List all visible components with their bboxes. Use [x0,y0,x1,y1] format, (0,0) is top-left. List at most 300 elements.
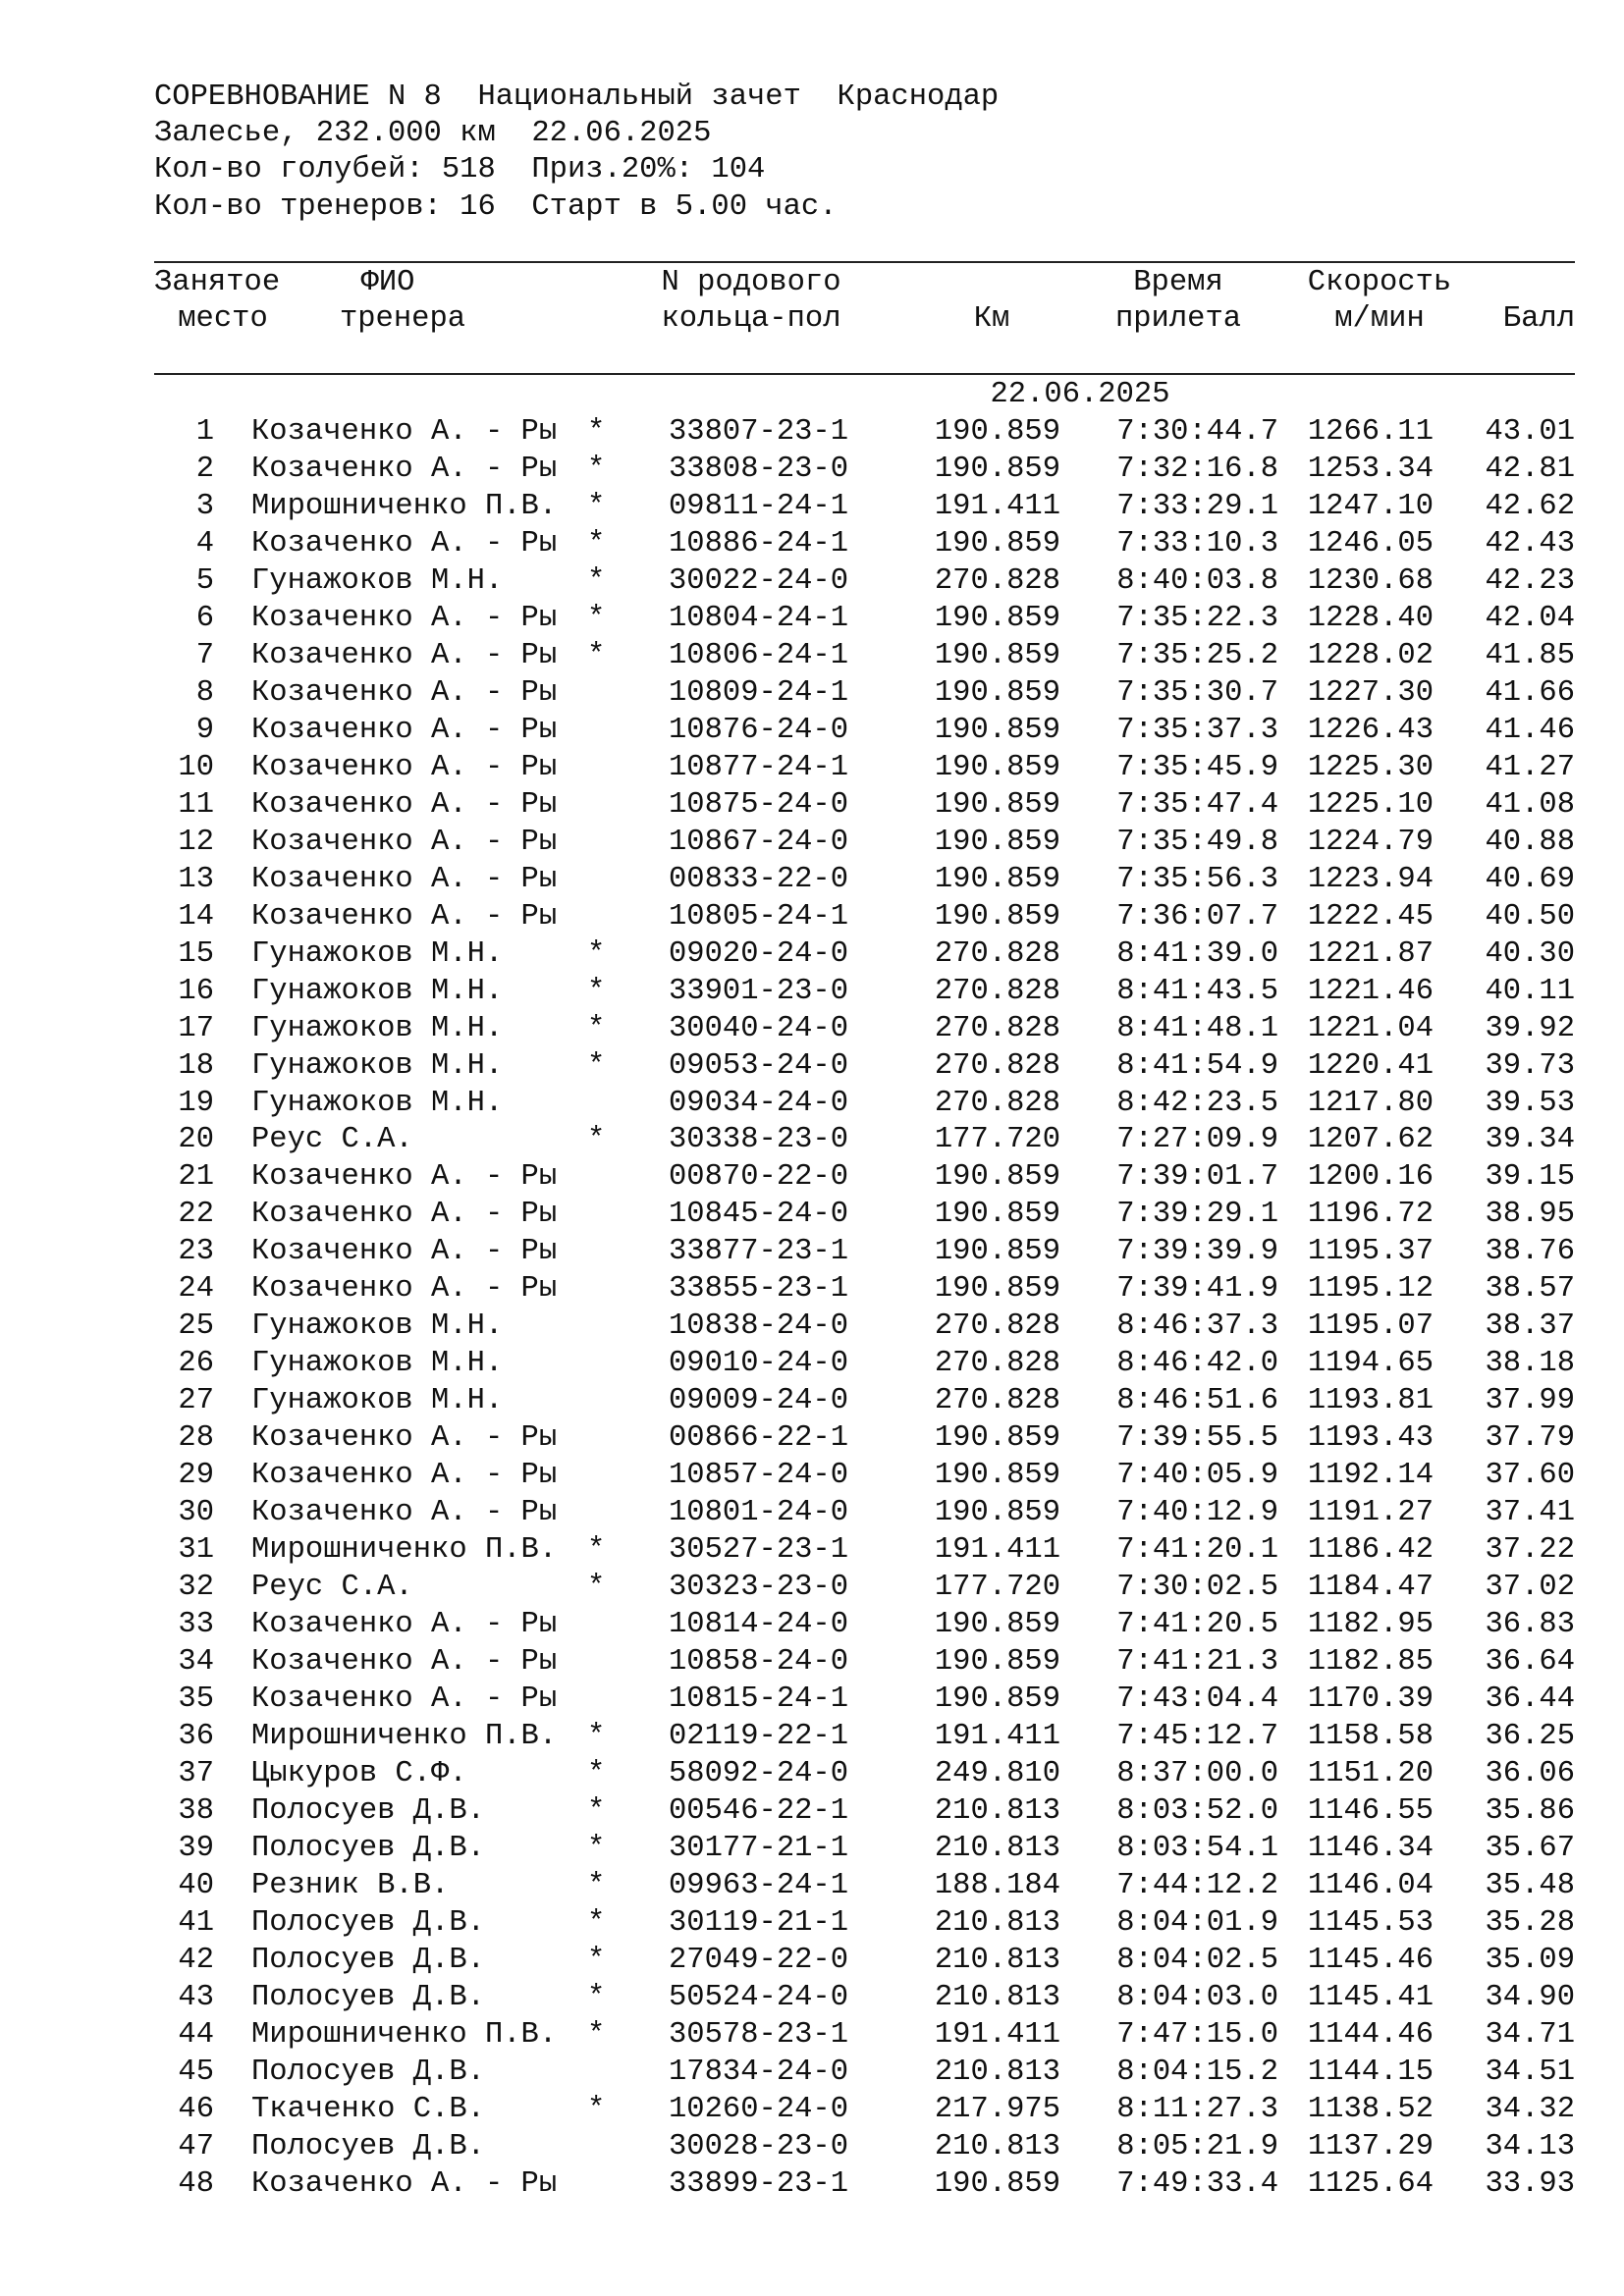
cell-ball: 42.04 [1485,601,1575,635]
cell-name: Козаченко А. - Ры [251,415,558,449]
cell-name: Козаченко А. - Ры [251,526,558,561]
cell-ball: 36.64 [1485,1645,1575,1679]
cell-km: 190.859 [934,899,1060,934]
cell-name: Полосуев Д.В. [251,1980,485,2014]
cell-name: Гунажоков М.Н. [251,1384,504,1418]
cell-time: 7:39:41.9 [1116,1272,1278,1307]
cell-ball: 36.83 [1485,1608,1575,1641]
cell-ring: 30578-23-1 [669,2017,849,2052]
cell-place: 43 [178,1980,214,2014]
cell-speed: 1195.37 [1307,1235,1434,1269]
cell-place: 48 [178,2166,214,2201]
cell-time: 8:41:39.0 [1116,936,1278,971]
cell-name: Козаченко А. - Ры [251,1421,558,1456]
cell-speed: 1144.46 [1307,2017,1434,2052]
cell-ball: 41.66 [1485,675,1575,710]
cell-place: 2 [195,453,214,486]
cell-speed: 1226.43 [1307,713,1434,747]
cell-speed: 1146.55 [1307,1793,1434,1828]
cell-name: Полосуев Д.В. [251,1905,485,1940]
cell-ring: 10809-24-1 [669,675,849,710]
cell-ring: 10877-24-1 [669,750,849,784]
cell-speed: 1225.30 [1307,750,1434,784]
cell-speed: 1222.45 [1307,899,1434,934]
cell-ball: 41.85 [1485,638,1575,672]
cell-name: Полосуев Д.В. [251,2055,485,2089]
cell-ball: 42.23 [1485,563,1575,598]
cell-place: 16 [178,974,214,1008]
col-speed-line1: Скорость [1307,266,1452,299]
cell-ring: 10260-24-0 [669,2092,849,2126]
cell-ring: 09020-24-0 [669,936,849,971]
cell-speed: 1221.04 [1307,1011,1434,1045]
cell-km: 190.859 [934,787,1060,822]
cell-ring: 09963-24-1 [669,1868,849,1902]
cell-time: 7:40:05.9 [1116,1459,1278,1493]
cell-ring: 09034-24-0 [669,1086,849,1120]
cell-ball: 40.69 [1485,862,1575,896]
cell-ball: 41.08 [1485,787,1575,822]
cell-speed: 1193.81 [1307,1384,1434,1418]
cell-ball: 37.41 [1485,1496,1575,1530]
cell-time: 8:03:52.0 [1116,1793,1278,1828]
cell-place: 5 [195,563,214,598]
cell-ring: 33899-23-1 [669,2166,849,2201]
cell-name: Гунажоков М.Н. [251,1011,504,1045]
cell-name: Козаченко А. - Ры [251,601,558,635]
cell-km: 190.859 [934,1160,1060,1195]
cell-ring: 10805-24-1 [669,899,849,934]
cell-place: 37 [178,1756,214,1790]
trainer-count: Кол-во тренеров: 16 Старт в 5.00 час. [154,190,838,224]
cell-time: 7:45:12.7 [1116,1720,1278,1753]
cell-ball: 33.93 [1485,2166,1575,2201]
cell-ball: 37.02 [1485,1571,1575,1605]
cell-star: * [587,415,606,449]
cell-name: Козаченко А. - Ры [251,1496,558,1530]
cell-km: 190.859 [934,2166,1060,2201]
cell-place: 27 [178,1384,214,1418]
cell-ring: 00870-22-0 [669,1160,849,1195]
cell-km: 177.720 [934,1571,1060,1605]
cell-name: Мирошниченко П.В. [251,1720,558,1753]
col-ring-line2: кольца-пол [661,302,841,336]
cell-ring: 30119-21-1 [669,1905,849,1940]
cell-star: * [587,563,606,598]
cell-time: 7:44:12.2 [1116,1868,1278,1902]
cell-time: 7:35:47.4 [1116,787,1278,822]
cell-place: 30 [178,1496,214,1530]
cell-ring: 10815-24-1 [669,1682,849,1716]
cell-ball: 39.15 [1485,1160,1575,1195]
pigeon-count: Кол-во голубей: 518 Приз.20%: 104 [154,153,766,187]
cell-speed: 1182.95 [1307,1608,1434,1641]
cell-km: 270.828 [934,974,1060,1008]
cell-km: 210.813 [934,1980,1060,2014]
cell-ball: 39.73 [1485,1048,1575,1083]
cell-star: * [587,1831,606,1865]
cell-place: 35 [178,1682,214,1716]
cell-star: * [587,936,606,971]
cell-place: 44 [178,2017,214,2052]
cell-km: 210.813 [934,2055,1060,2089]
cell-ring: 00833-22-0 [669,862,849,896]
cell-place: 18 [178,1048,214,1083]
cell-speed: 1228.40 [1307,601,1434,635]
cell-ball: 40.50 [1485,899,1575,934]
cell-star: * [587,489,606,523]
cell-place: 36 [178,1720,214,1753]
cell-ball: 37.22 [1485,1533,1575,1568]
cell-time: 7:33:29.1 [1116,489,1278,523]
cell-place: 22 [178,1198,214,1232]
cell-km: 270.828 [934,563,1060,598]
cell-time: 7:35:45.9 [1116,750,1278,784]
cell-name: Гунажоков М.Н. [251,1086,504,1120]
cell-speed: 1184.47 [1307,1571,1434,1605]
cell-speed: 1151.20 [1307,1756,1434,1790]
cell-speed: 1230.68 [1307,563,1434,598]
cell-km: 270.828 [934,1384,1060,1418]
col-ring-line1: N родового [661,266,841,299]
cell-ball: 42.43 [1485,526,1575,561]
cell-name: Мирошниченко П.В. [251,1533,558,1568]
cell-speed: 1170.39 [1307,1682,1434,1716]
cell-time: 7:39:55.5 [1116,1421,1278,1456]
cell-ball: 40.11 [1485,974,1575,1008]
cell-speed: 1221.46 [1307,974,1434,1008]
cell-time: 8:41:54.9 [1116,1048,1278,1083]
cell-star: * [587,1720,606,1753]
cell-ball: 35.09 [1485,1943,1575,1977]
cell-place: 38 [178,1793,214,1828]
cell-place: 25 [178,1309,214,1344]
cell-name: Козаченко А. - Ры [251,1160,558,1195]
cell-time: 8:03:54.1 [1116,1831,1278,1865]
cell-place: 39 [178,1831,214,1865]
cell-ring: 10806-24-1 [669,638,849,672]
cell-ball: 39.53 [1485,1086,1575,1120]
cell-ball: 41.46 [1485,713,1575,747]
cell-speed: 1194.65 [1307,1347,1434,1381]
cell-ball: 35.67 [1485,1831,1575,1865]
cell-place: 4 [195,526,214,561]
cell-speed: 1200.16 [1307,1160,1434,1195]
cell-ring: 30527-23-1 [669,1533,849,1568]
cell-km: 190.859 [934,1235,1060,1269]
cell-place: 12 [178,825,214,859]
cell-km: 270.828 [934,1048,1060,1083]
cell-name: Реус С.А. [251,1123,413,1157]
cell-star: * [587,526,606,561]
cell-ring: 33877-23-1 [669,1235,849,1269]
cell-km: 190.859 [934,601,1060,635]
cell-km: 190.859 [934,675,1060,710]
cell-time: 7:41:21.3 [1116,1645,1278,1679]
cell-time: 7:35:49.8 [1116,825,1278,859]
cell-star: * [587,638,606,672]
cell-place: 8 [195,675,214,710]
cell-ring: 30022-24-0 [669,563,849,598]
cell-time: 7:35:30.7 [1116,675,1278,710]
cell-km: 177.720 [934,1123,1060,1157]
cell-ball: 35.48 [1485,1868,1575,1902]
cell-km: 210.813 [934,2129,1060,2163]
cell-km: 190.859 [934,862,1060,896]
cell-speed: 1182.85 [1307,1645,1434,1679]
cell-ball: 39.34 [1485,1123,1575,1157]
cell-ring: 17834-24-0 [669,2055,849,2089]
cell-km: 190.859 [934,1496,1060,1530]
cell-place: 21 [178,1160,214,1195]
cell-ring: 10857-24-0 [669,1459,849,1493]
cell-place: 40 [178,1868,214,1902]
cell-place: 33 [178,1608,214,1641]
cell-ring: 00866-22-1 [669,1421,849,1456]
cell-star: * [587,1571,606,1605]
cell-ring: 09811-24-1 [669,489,849,523]
cell-ball: 34.13 [1485,2129,1575,2163]
col-name-line1: ФИО [360,266,415,299]
col-name-line2: тренера [339,302,466,336]
cell-ring: 10876-24-0 [669,713,849,747]
col-time-line1: Время [1133,266,1223,299]
cell-place: 32 [178,1571,214,1605]
cell-ball: 38.57 [1485,1272,1575,1307]
cell-km: 190.859 [934,526,1060,561]
cell-km: 190.859 [934,638,1060,672]
cell-km: 190.859 [934,1645,1060,1679]
cell-star: * [587,1123,606,1157]
cell-km: 270.828 [934,1347,1060,1381]
cell-name: Цыкуров С.Ф. [251,1756,467,1790]
cell-speed: 1196.72 [1307,1198,1434,1232]
cell-time: 8:05:21.9 [1116,2129,1278,2163]
cell-time: 8:41:48.1 [1116,1011,1278,1045]
cell-name: Козаченко А. - Ры [251,675,558,710]
cell-ring: 30323-23-0 [669,1571,849,1605]
cell-ball: 42.81 [1485,453,1575,486]
cell-place: 41 [178,1905,214,1940]
cell-star: * [587,1943,606,1977]
cell-star: * [587,974,606,1008]
cell-speed: 1145.53 [1307,1905,1434,1940]
cell-km: 210.813 [934,1905,1060,1940]
cell-place: 24 [178,1272,214,1307]
cell-name: Козаченко А. - Ры [251,1645,558,1679]
cell-time: 8:41:43.5 [1116,974,1278,1008]
cell-star: * [587,453,606,486]
release-info: Залесье, 232.000 км 22.06.2025 [154,117,712,150]
cell-km: 190.859 [934,1198,1060,1232]
cell-name: Ткаченко С.В. [251,2092,485,2126]
cell-place: 45 [178,2055,214,2089]
cell-time: 7:39:29.1 [1116,1198,1278,1232]
cell-speed: 1223.94 [1307,862,1434,896]
cell-time: 7:47:15.0 [1116,2017,1278,2052]
cell-ring: 27049-22-0 [669,1943,849,1977]
cell-time: 7:40:12.9 [1116,1496,1278,1530]
cell-speed: 1191.27 [1307,1496,1434,1530]
cell-ball: 35.28 [1485,1905,1575,1940]
cell-place: 3 [195,489,214,523]
cell-ball: 38.37 [1485,1309,1575,1344]
cell-speed: 1217.80 [1307,1086,1434,1120]
cell-speed: 1247.10 [1307,489,1434,523]
cell-name: Полосуев Д.В. [251,1831,485,1865]
cell-name: Козаченко А. - Ры [251,862,558,896]
cell-star: * [587,601,606,635]
cell-time: 7:41:20.5 [1116,1608,1278,1641]
cell-time: 8:46:51.6 [1116,1384,1278,1418]
cell-km: 188.184 [934,1868,1060,1902]
cell-place: 9 [195,713,214,747]
cell-ball: 39.92 [1485,1011,1575,1045]
cell-speed: 1228.02 [1307,638,1434,672]
cell-name: Козаченко А. - Ры [251,713,558,747]
cell-ball: 35.86 [1485,1793,1575,1828]
cell-name: Гунажоков М.Н. [251,936,504,971]
cell-name: Гунажоков М.Н. [251,1048,504,1083]
cell-time: 7:35:22.3 [1116,601,1278,635]
cell-time: 7:30:44.7 [1116,415,1278,449]
cell-km: 190.859 [934,825,1060,859]
cell-time: 8:42:23.5 [1116,1086,1278,1120]
cell-speed: 1195.07 [1307,1309,1434,1344]
cell-time: 7:36:07.7 [1116,899,1278,934]
cell-km: 270.828 [934,936,1060,971]
cell-ball: 38.76 [1485,1235,1575,1269]
cell-time: 7:35:25.2 [1116,638,1278,672]
cell-ball: 34.71 [1485,2017,1575,2052]
cell-place: 13 [178,862,214,896]
cell-ball: 34.32 [1485,2092,1575,2126]
cell-name: Козаченко А. - Ры [251,787,558,822]
cell-speed: 1192.14 [1307,1459,1434,1493]
cell-speed: 1224.79 [1307,825,1434,859]
competition-title: СОРЕВНОВАНИЕ N 8 Национальный зачет Краснодар [154,80,1000,114]
cell-time: 8:46:42.0 [1116,1347,1278,1381]
cell-km: 190.859 [934,1682,1060,1716]
cell-name: Гунажоков М.Н. [251,1309,504,1344]
cell-place: 26 [178,1347,214,1381]
cell-name: Козаченко А. - Ры [251,1235,558,1269]
cell-name: Козаченко А. - Ры [251,1459,558,1493]
cell-ball: 42.62 [1485,489,1575,523]
cell-name: Полосуев Д.В. [251,2129,485,2163]
top-rule [154,261,1575,263]
cell-ring: 10838-24-0 [669,1309,849,1344]
cell-ball: 36.25 [1485,1720,1575,1753]
cell-time: 8:37:00.0 [1116,1756,1278,1790]
cell-name: Мирошниченко П.В. [251,2017,558,2052]
cell-speed: 1225.10 [1307,787,1434,822]
col-ball: Балл [1502,302,1575,336]
cell-speed: 1137.29 [1307,2129,1434,2163]
cell-star: * [587,2092,606,2126]
cell-star: * [587,1793,606,1828]
cell-place: 7 [195,638,214,672]
cell-km: 210.813 [934,1793,1060,1828]
col-km: Км [973,302,1010,336]
cell-ring: 30040-24-0 [669,1011,849,1045]
cell-ring: 33808-23-0 [669,453,849,486]
cell-ball: 38.18 [1485,1347,1575,1381]
cell-speed: 1207.62 [1307,1123,1434,1157]
cell-ring: 10804-24-1 [669,601,849,635]
cell-speed: 1246.05 [1307,526,1434,561]
cell-ball: 37.60 [1485,1459,1575,1493]
cell-name: Козаченко А. - Ры [251,1682,558,1716]
cell-km: 249.810 [934,1756,1060,1790]
cell-time: 8:04:02.5 [1116,1943,1278,1977]
cell-name: Гунажоков М.Н. [251,1347,504,1381]
cell-speed: 1227.30 [1307,675,1434,710]
cell-ball: 38.95 [1485,1198,1575,1232]
cell-ring: 10801-24-0 [669,1496,849,1530]
cell-name: Козаченко А. - Ры [251,750,558,784]
cell-star: * [587,1756,606,1790]
cell-time: 8:04:01.9 [1116,1905,1278,1940]
header-rule [154,373,1575,375]
cell-name: Козаченко А. - Ры [251,1608,558,1641]
cell-ring: 10858-24-0 [669,1645,849,1679]
cell-speed: 1195.12 [1307,1272,1434,1307]
cell-place: 10 [178,750,214,784]
cell-star: * [587,1905,606,1940]
cell-name: Мирошниченко П.В. [251,489,558,523]
cell-name: Реус С.А. [251,1571,413,1605]
cell-km: 270.828 [934,1086,1060,1120]
cell-ball: 37.79 [1485,1421,1575,1456]
cell-place: 19 [178,1086,214,1120]
cell-place: 31 [178,1533,214,1568]
cell-time: 7:33:10.3 [1116,526,1278,561]
cell-km: 190.859 [934,453,1060,486]
cell-speed: 1145.41 [1307,1980,1434,2014]
cell-place: 11 [178,787,214,822]
col-speed-line2: м/мин [1334,302,1425,336]
cell-ball: 40.88 [1485,825,1575,859]
cell-km: 210.813 [934,1831,1060,1865]
col-place-line1: Занятое [154,266,281,299]
cell-ring: 30338-23-0 [669,1123,849,1157]
cell-place: 47 [178,2129,214,2163]
cell-speed: 1146.34 [1307,1831,1434,1865]
col-place-line2: место [178,302,268,336]
cell-km: 190.859 [934,750,1060,784]
cell-speed: 1158.58 [1307,1720,1434,1753]
cell-ball: 36.44 [1485,1682,1575,1716]
cell-speed: 1146.04 [1307,1868,1434,1902]
cell-place: 46 [178,2092,214,2126]
cell-km: 190.859 [934,1608,1060,1641]
cell-ring: 30177-21-1 [669,1831,849,1865]
cell-speed: 1193.43 [1307,1421,1434,1456]
cell-ring: 02119-22-1 [669,1720,849,1753]
cell-km: 190.859 [934,1459,1060,1493]
cell-km: 190.859 [934,713,1060,747]
cell-time: 7:35:56.3 [1116,862,1278,896]
cell-place: 14 [178,899,214,934]
cell-ring: 50524-24-0 [669,1980,849,2014]
cell-ball: 34.90 [1485,1980,1575,2014]
cell-ring: 00546-22-1 [669,1793,849,1828]
cell-speed: 1220.41 [1307,1048,1434,1083]
cell-time: 7:39:01.7 [1116,1160,1278,1195]
cell-star: * [587,1048,606,1083]
cell-time: 7:39:39.9 [1116,1235,1278,1269]
